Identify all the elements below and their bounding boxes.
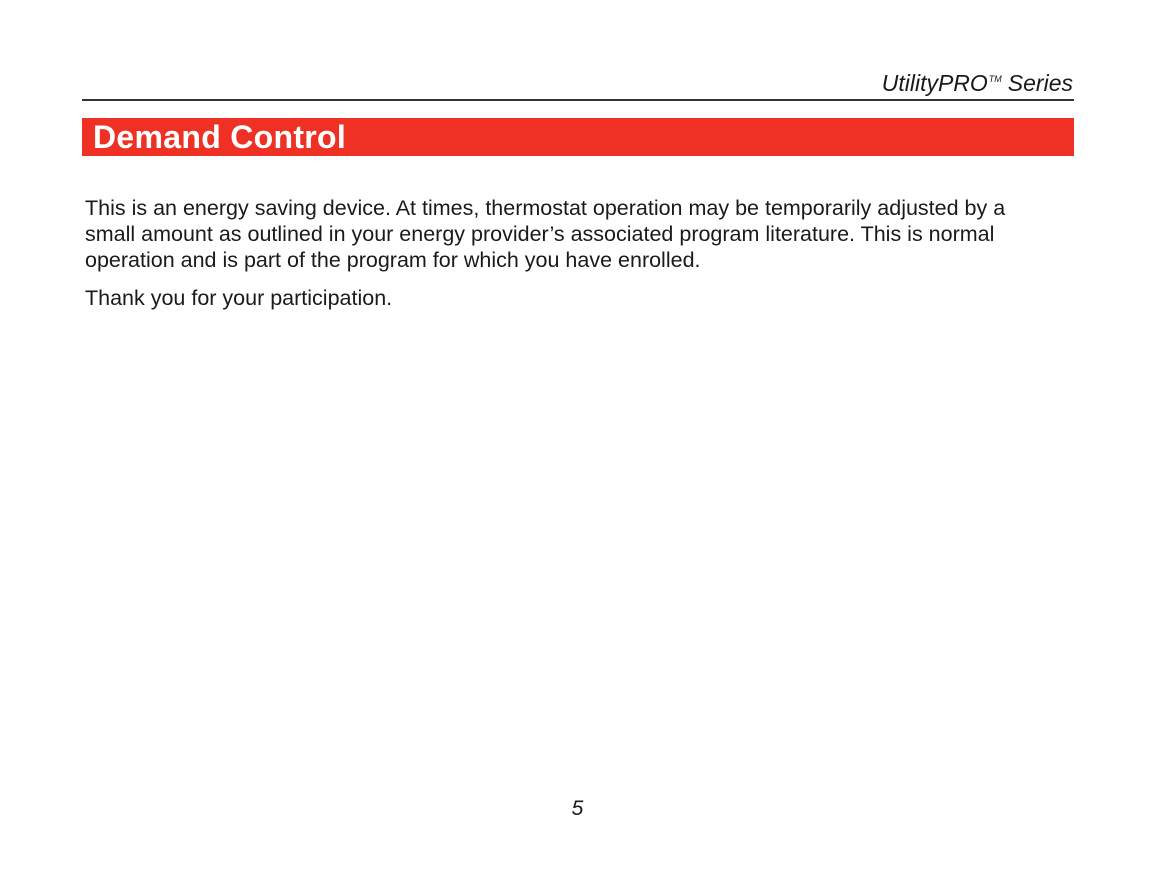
section-title: Demand Control [93, 119, 347, 155]
body-paragraph: Thank you for your participation. [85, 286, 393, 310]
body-paragraph: This is an energy saving device. At times, thermostat operation may be temporarily adjusted by a small amount as outlined in your energy provider’s associated program literature. This is normal operation and is part of the program for which you have enrolled. [85, 196, 1006, 272]
body-text [85, 195, 1045, 323]
trademark-symbol: TM [988, 74, 1002, 84]
series-word: Series [1007, 70, 1073, 96]
product-name: UtilityPRO [881, 70, 988, 96]
series-header [882, 70, 1073, 97]
header-divider [82, 99, 1074, 101]
page-number: 5 [571, 797, 584, 820]
section-banner [82, 118, 1074, 156]
